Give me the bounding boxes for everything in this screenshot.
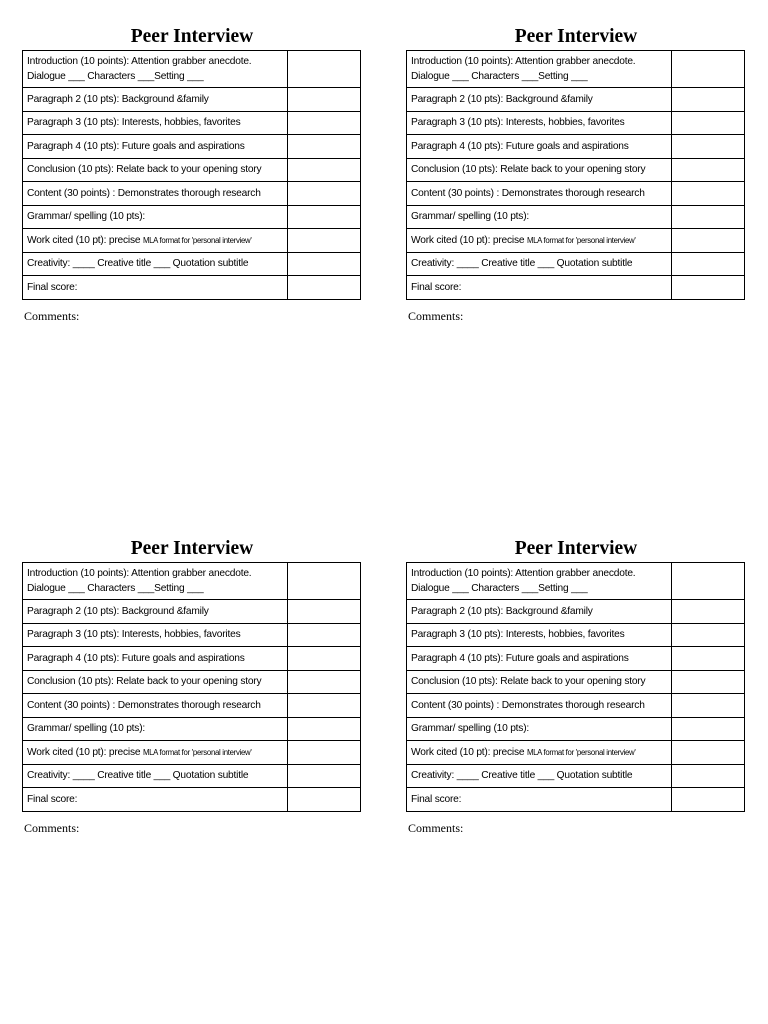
table-row: [23, 276, 361, 300]
score-cell[interactable]: [287, 563, 360, 600]
row-label-introduction: [23, 563, 288, 600]
rubric-table: [22, 562, 361, 812]
score-cell[interactable]: [671, 135, 744, 159]
score-cell[interactable]: [287, 600, 360, 624]
table-row: [407, 158, 745, 182]
card-title: Peer Interview: [130, 538, 254, 559]
score-cell[interactable]: [671, 563, 744, 600]
row-label-final-score: Final score:: [23, 276, 288, 300]
score-cell[interactable]: [287, 694, 360, 718]
table-row: [23, 252, 361, 276]
table-row: [23, 600, 361, 624]
table-row: [23, 135, 361, 159]
row-label-conclusion: Conclusion (10 pts): Relate back to your opening story: [407, 158, 672, 182]
intro-line-2: Dialogue ___ Characters ___Setting ___: [411, 583, 588, 594]
table-row: [23, 623, 361, 647]
row-label-paragraph-3: Paragraph 3 (10 pts): Interests, hobbies, favorites: [23, 623, 288, 647]
score-cell[interactable]: [287, 205, 360, 229]
score-cell[interactable]: [287, 623, 360, 647]
row-label-creativity: Creativity: ____ Creative title ___ Quotation subtitle: [407, 252, 672, 276]
work-cited-format-text: MLA format for 'personal interview': [142, 235, 252, 245]
table-row: [407, 205, 745, 229]
score-cell[interactable]: [671, 741, 744, 765]
row-label-paragraph-2: Paragraph 2 (10 pts): Background &family: [407, 600, 672, 624]
comments-label: Comments:: [408, 309, 464, 323]
row-label-content: Content (30 points) : Demonstrates thorough research: [407, 182, 672, 206]
score-cell[interactable]: [671, 694, 744, 718]
work-cited-format-text: MLA format for 'personal interview': [526, 747, 636, 757]
row-label-paragraph-2: Paragraph 2 (10 pts): Background &family: [23, 88, 288, 112]
table-row: [23, 229, 361, 253]
work-cited-text: Work cited (10 pt): precise: [411, 234, 527, 246]
score-cell[interactable]: [287, 111, 360, 135]
score-cell[interactable]: [287, 670, 360, 694]
score-cell[interactable]: [671, 158, 744, 182]
score-cell[interactable]: [287, 741, 360, 765]
table-row: [407, 51, 745, 88]
table-row: [23, 111, 361, 135]
table-row: [407, 135, 745, 159]
score-cell[interactable]: [671, 276, 744, 300]
row-label-work-cited: [23, 741, 288, 765]
score-cell[interactable]: [671, 717, 744, 741]
score-cell[interactable]: [287, 252, 360, 276]
comments-label: Comments:: [408, 821, 464, 835]
table-row: [23, 788, 361, 812]
table-row: [23, 51, 361, 88]
table-row: [23, 670, 361, 694]
score-cell[interactable]: [287, 276, 360, 300]
row-label-creativity: Creativity: ____ Creative title ___ Quotation subtitle: [23, 764, 288, 788]
table-row: [407, 276, 745, 300]
score-cell[interactable]: [287, 788, 360, 812]
row-label-content: Content (30 points) : Demonstrates thorough research: [23, 182, 288, 206]
table-row: [23, 647, 361, 671]
row-label-paragraph-2: Paragraph 2 (10 pts): Background &family: [23, 600, 288, 624]
row-label-introduction: [407, 51, 672, 88]
row-label-conclusion: Conclusion (10 pts): Relate back to your opening story: [23, 670, 288, 694]
table-row: [407, 788, 745, 812]
score-cell[interactable]: [287, 764, 360, 788]
row-label-work-cited: [407, 741, 672, 765]
row-label-grammar: Grammar/ spelling (10 pts):: [407, 205, 672, 229]
score-cell[interactable]: [287, 717, 360, 741]
row-label-paragraph-4: Paragraph 4 (10 pts): Future goals and aspirations: [407, 135, 672, 159]
score-cell[interactable]: [287, 135, 360, 159]
row-label-conclusion: Conclusion (10 pts): Relate back to your opening story: [407, 670, 672, 694]
row-label-grammar: Grammar/ spelling (10 pts):: [23, 717, 288, 741]
card-title: Peer Interview: [514, 538, 638, 559]
table-row: [407, 563, 745, 600]
row-label-paragraph-3: Paragraph 3 (10 pts): Interests, hobbies, favorites: [407, 111, 672, 135]
row-label-conclusion: Conclusion (10 pts): Relate back to your opening story: [23, 158, 288, 182]
row-label-content: Content (30 points) : Demonstrates thorough research: [23, 694, 288, 718]
intro-line-1: Introduction (10 points): Attention grabber anecdote.: [411, 56, 636, 67]
row-label-content: Content (30 points) : Demonstrates thorough research: [407, 694, 672, 718]
row-label-paragraph-4: Paragraph 4 (10 pts): Future goals and aspirations: [23, 135, 288, 159]
row-label-final-score: Final score:: [23, 788, 288, 812]
rubric-table: [406, 562, 745, 812]
intro-line-2: Dialogue ___ Characters ___Setting ___: [411, 71, 588, 82]
row-label-creativity: Creativity: ____ Creative title ___ Quotation subtitle: [407, 764, 672, 788]
table-row: [407, 623, 745, 647]
intro-line-1: Introduction (10 points): Attention grabber anecdote.: [411, 568, 636, 579]
work-cited-format-text: MLA format for 'personal interview': [142, 747, 252, 757]
score-cell[interactable]: [671, 111, 744, 135]
comments-label: Comments:: [24, 821, 80, 835]
intro-line-1: Introduction (10 points): Attention grabber anecdote.: [27, 56, 252, 67]
table-row: [407, 670, 745, 694]
score-cell[interactable]: [287, 229, 360, 253]
score-cell[interactable]: [287, 88, 360, 112]
score-cell[interactable]: [671, 647, 744, 671]
row-label-introduction: [407, 563, 672, 600]
score-cell[interactable]: [287, 647, 360, 671]
card-title: Peer Interview: [130, 26, 254, 47]
score-cell[interactable]: [287, 158, 360, 182]
row-label-work-cited: [23, 229, 288, 253]
rubric-table: [22, 50, 361, 300]
row-label-paragraph-2: Paragraph 2 (10 pts): Background &family: [407, 88, 672, 112]
row-label-final-score: Final score:: [407, 276, 672, 300]
score-cell[interactable]: [671, 600, 744, 624]
comments-label: Comments:: [24, 309, 80, 323]
score-cell[interactable]: [671, 88, 744, 112]
table-row: [407, 600, 745, 624]
table-row: [407, 182, 745, 206]
score-cell[interactable]: [671, 764, 744, 788]
row-label-work-cited: [407, 229, 672, 253]
work-cited-format-text: MLA format for 'personal interview': [526, 235, 636, 245]
row-label-grammar: Grammar/ spelling (10 pts):: [407, 717, 672, 741]
table-row: [407, 717, 745, 741]
table-row: [23, 741, 361, 765]
work-cited-text: Work cited (10 pt): precise: [411, 746, 527, 758]
table-row: [407, 647, 745, 671]
table-row: [23, 563, 361, 600]
table-row: [23, 205, 361, 229]
intro-line-2: Dialogue ___ Characters ___Setting ___: [27, 583, 204, 594]
table-row: [407, 88, 745, 112]
score-cell[interactable]: [671, 623, 744, 647]
table-row: [407, 252, 745, 276]
score-cell[interactable]: [671, 182, 744, 206]
card-title: Peer Interview: [514, 26, 638, 47]
table-row: [23, 694, 361, 718]
table-row: [23, 88, 361, 112]
row-label-paragraph-4: Paragraph 4 (10 pts): Future goals and aspirations: [23, 647, 288, 671]
work-cited-text: Work cited (10 pt): precise: [27, 746, 143, 758]
rubric-table: [406, 50, 745, 300]
row-label-introduction: [23, 51, 288, 88]
score-cell[interactable]: [671, 788, 744, 812]
row-label-final-score: Final score:: [407, 788, 672, 812]
table-row: [407, 694, 745, 718]
score-cell[interactable]: [671, 670, 744, 694]
table-row: [23, 158, 361, 182]
table-row: [23, 717, 361, 741]
work-cited-text: Work cited (10 pt): precise: [27, 234, 143, 246]
score-cell[interactable]: [287, 182, 360, 206]
table-row: [23, 182, 361, 206]
row-label-paragraph-3: Paragraph 3 (10 pts): Interests, hobbies, favorites: [407, 623, 672, 647]
table-row: [407, 764, 745, 788]
table-row: [407, 229, 745, 253]
row-label-paragraph-4: Paragraph 4 (10 pts): Future goals and aspirations: [407, 647, 672, 671]
table-row: [407, 111, 745, 135]
row-label-paragraph-3: Paragraph 3 (10 pts): Interests, hobbies, favorites: [23, 111, 288, 135]
score-cell[interactable]: [671, 252, 744, 276]
score-cell[interactable]: [671, 51, 744, 88]
table-row: [23, 764, 361, 788]
row-label-creativity: Creativity: ____ Creative title ___ Quotation subtitle: [23, 252, 288, 276]
score-cell[interactable]: [671, 205, 744, 229]
score-cell[interactable]: [671, 229, 744, 253]
intro-line-1: Introduction (10 points): Attention grabber anecdote.: [27, 568, 252, 579]
row-label-grammar: Grammar/ spelling (10 pts):: [23, 205, 288, 229]
table-row: [407, 741, 745, 765]
intro-line-2: Dialogue ___ Characters ___Setting ___: [27, 71, 204, 82]
score-cell[interactable]: [287, 51, 360, 88]
